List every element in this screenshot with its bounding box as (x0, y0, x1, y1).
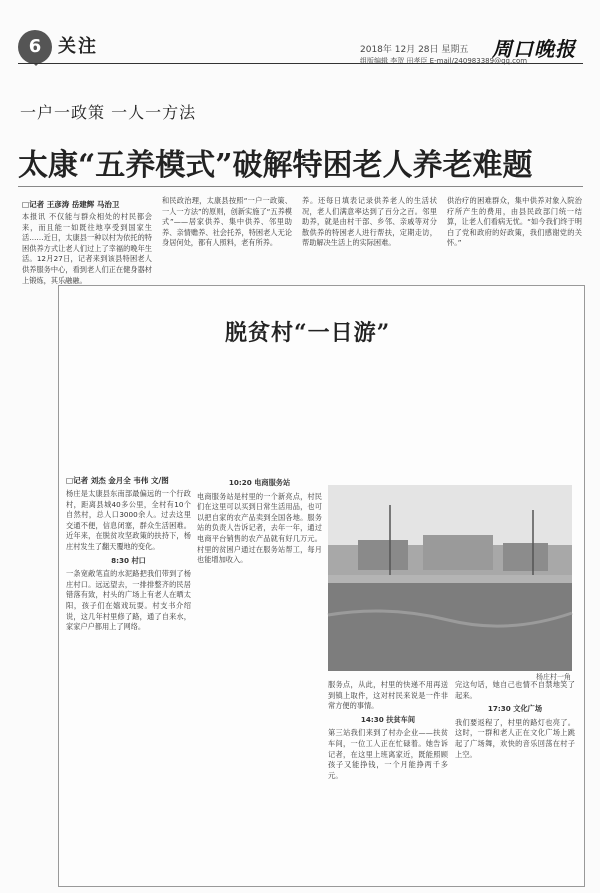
header-rule (18, 63, 583, 64)
editor-line: 组版编辑 李贺 田孝臣 E-mail/240983389@qq.com (360, 57, 528, 65)
village-photo-image (328, 485, 572, 671)
time-heading-2: 10:20 电商服务站 (228, 478, 291, 487)
inner-headline: 脱贫村“一日游” (225, 320, 391, 346)
inner-col3b-text: 第三站我们来到了村办企业——扶贫车间，一位工人正在忙碌着。她告诉记者，在这里上班离家近，既能照顾孩子又能挣钱，一个月能挣两千多元。 (328, 728, 448, 780)
newspaper-logo: 周口晚报 (492, 37, 576, 61)
inner-column-1 (66, 489, 191, 884)
article-column-4: 供治疗的困难群众，集中供养对象入院治疗所产生的费用，由县民政部门统一结算，让老人们看病无忧。“如今我们终于明白了党和政府的好政策，我们感谢党的关怀。” (447, 196, 582, 248)
inner-column-3 (328, 680, 448, 884)
article-kicker: 一户一政策 一人一方法 (20, 103, 197, 122)
inner-byline: □记者 刘杰 金月全 韦伟 文/图 (66, 476, 169, 485)
page-number-badge: 6 (18, 30, 52, 64)
time-heading-3: 14:30 扶贫车间 (360, 714, 416, 724)
article-column-2: 和民政治理，太康县按照“一户一政策、一人一方法”的原则，创新实施了“五养模式”——居家供养、集中供养、邻里助养、亲情赡养、社会托养，特困老人无论身居何处，都有人照料，老有所养。 (162, 196, 292, 248)
inner-col1-text: 杨庄是太康县东南部最偏远的一个行政村，距离县城40多公里，全村有10个自然村，总人口3000余人。过去这里交通不便，信息闭塞，群众生活困难。近年来，在脱贫攻坚政策的扶持下，杨庄村发生了翻天覆地的变化。 (66, 489, 191, 551)
time-heading-1: 8:30 村口 (111, 555, 146, 565)
village-photo (328, 485, 572, 671)
article-column-3: 养。还每日填表记录供养老人的生活状况，老人们满意率达到了百分之百。邻里助养，就是由村干部、乡邻、亲戚等对分散供养的特困老人进行帮扶，定期走访，帮助解决生活上的实际困难。 (302, 196, 437, 248)
inner-col4b-text: 我们要返程了，村里的路灯也亮了。这时，一群和老人正在文化广场上跳起了广场舞，欢快的音乐回荡在村子上空。 (455, 717, 575, 759)
photo-caption: 杨庄村一角 (536, 673, 571, 681)
article-byline: □记者 王彦涛 岳建辉 马治卫 (22, 200, 120, 209)
inner-col2-text: 电商服务站是村里的一个新亮点，村民们在这里可以买到日常生活用品，也可以把自家的农产品卖到全国各地。服务站的负责人告诉记者，去年一年，通过电商平台销售的农产品就有好几万元。村里的贫困户通过在服务站帮工，每月也能增加收入。 (197, 491, 322, 565)
inner-column-4 (455, 680, 575, 884)
article-headline: 太康“五养模式”破解特困老人养老难题 (18, 148, 533, 183)
issue-date: 2018年 12月 28日 星期五 (360, 45, 469, 55)
headline-rule (18, 186, 583, 187)
time-heading-4: 17:30 文化广场 (487, 704, 543, 714)
inner-column-2 (197, 475, 322, 884)
inner-col4-text: 完这句话，她自己也情不自禁地笑了起来。 (455, 680, 575, 700)
section-title: 关注 (58, 36, 98, 57)
inner-col1b-text: 一条宽敞笔直的水泥路把我们带到了杨庄村口。远远望去，一排排整齐的民居错落有致，村头的广场上有老人在晒太阳，孩子们在嬉戏玩耍。村支书介绍说，这几年村里修了路，通了自来水，家家户户都用上了网络。 (66, 569, 191, 632)
article-column-1: 本报讯 不仅能与群众相处的村民都会来，而且能一如既往地享受到国家生活……近日，太康县一种以村为依托的特困供养方式让老人们过上了幸福的晚年生活。12月27日，记者来到该县特困老人供养服务中心，看到老人们正在健身器材上锻炼，其乐融融。 (22, 212, 152, 285)
inner-col3-text: 服务点，从此，村里的快递不用再送到镇上取件，这对村民来说是一件非常方便的事情。 (328, 680, 448, 711)
